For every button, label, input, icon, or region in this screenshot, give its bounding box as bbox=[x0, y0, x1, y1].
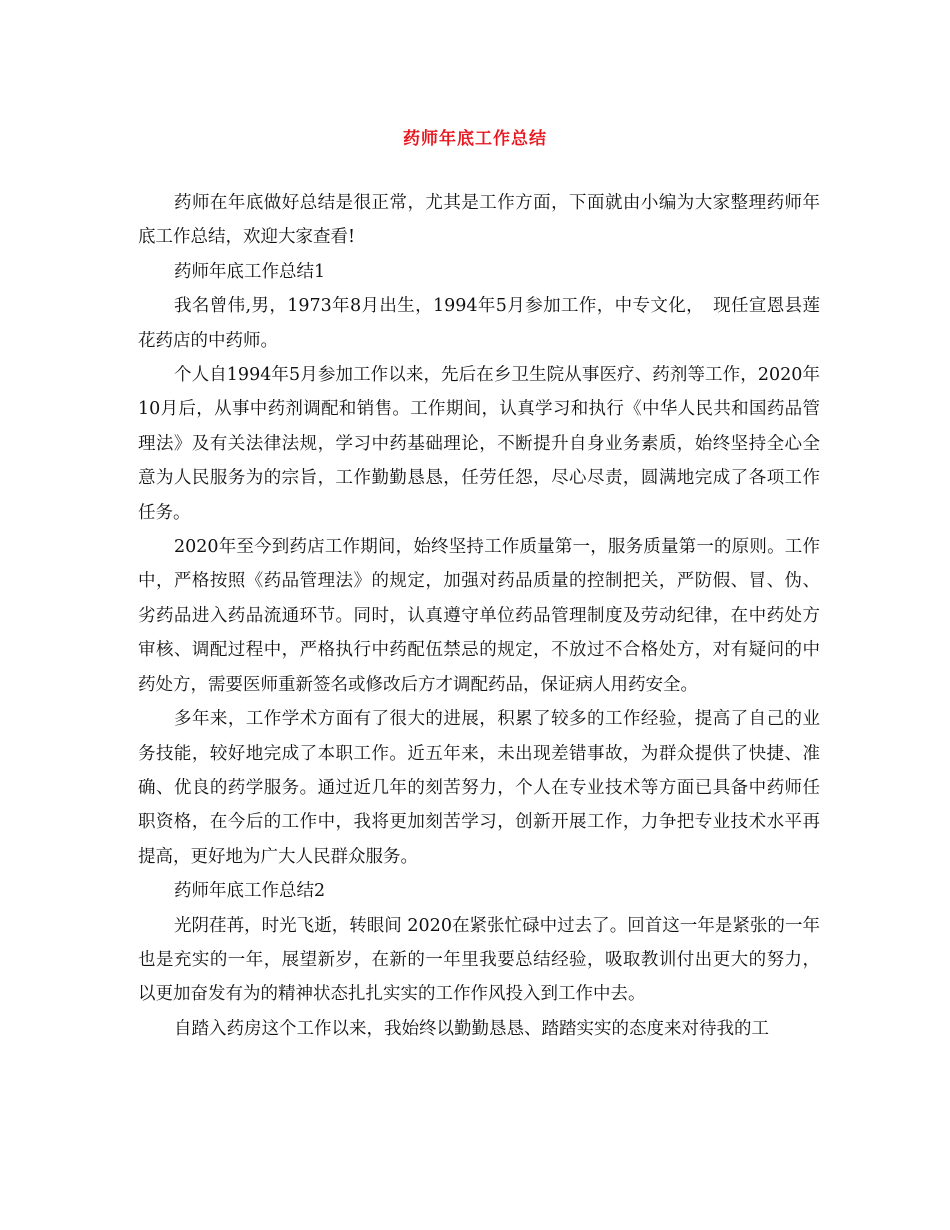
paragraph: 多年来，工作学术方面有了很大的进展，积累了较多的工作经验，提高了自己的业务技能，较好地完成了本职工作。近五年来，未出现差错事故，为群众提供了快捷、准确、优良的药学服务。通过近几年的刻苦努力，个人在专业技术等方面已具备中药师任职资格，在今后的工作中，我将更加刻苦学习，创新开展工作，力争把专业技术水平再提高，更好地为广大人民群众服务。 bbox=[138, 709, 820, 867]
paragraph: 2020年至今到药店工作期间，始终坚持工作质量第一，服务质量第一的原则。工作中，严格按照《药品管理法》的规定，加强对药品质量的控制把关，严防假、冒、伪、劣药品进入药品流通环节。同时，认真遵守单位药品管理制度及劳动纪律，在中药处方审核、调配过程中，严格执行中药配伍禁忌的规定，不放过不合格处方，对有疑问的中药处方，需要医师重新签名或修改后方才调配药品，保证病人用药安全。 bbox=[138, 537, 820, 695]
section-heading-2: 药师年底工作总结2 bbox=[174, 881, 326, 902]
section-heading-1: 药师年底工作总结1 bbox=[174, 261, 326, 282]
paragraph: 个人自1994年5月参加工作以来，先后在乡卫生院从事医疗、药剂等工作，2020年10月后，从事中药剂调配和销售。工作期间，认真学习和执行《中华人民共和国药品管理法》及有关法律法规，学习中药基础理论，不断提升自身业务素质，始终坚持全心全意为人民服务为的宗旨，工作勤勤恳恳，任劳任怨，尽心尽责，圆满地完成了各项工作任务。 bbox=[138, 365, 820, 523]
paragraph: 光阴荏苒，时光飞逝，转眼间 2020在紧张忙碌中过去了。回首这一年是紧张的一年也是充实的一年，展望新岁，在新的一年里我要总结经验，吸取教训付出更大的努力，以更加奋发有为的精神状态扎扎实实的工作作风投入到工作中去。 bbox=[138, 915, 820, 1005]
paragraph: 自踏入药房这个工作以来，我始终以勤勤恳恳、踏踏实实的态度来对待我的工 bbox=[174, 1018, 769, 1039]
document-title: 药师年底工作总结 bbox=[403, 129, 547, 149]
document-body bbox=[138, 186, 820, 1046]
intro-paragraph: 药师在年底做好总结是很正常，尤其是工作方面，下面就由小编为大家整理药师年底工作总结，欢迎大家查看! bbox=[138, 193, 820, 248]
paragraph: 我名曾伟,男，1973年8月出生，1994年5月参加工作，中专文化， 现任宣恩县莲花药店的中药师。 bbox=[138, 296, 820, 351]
